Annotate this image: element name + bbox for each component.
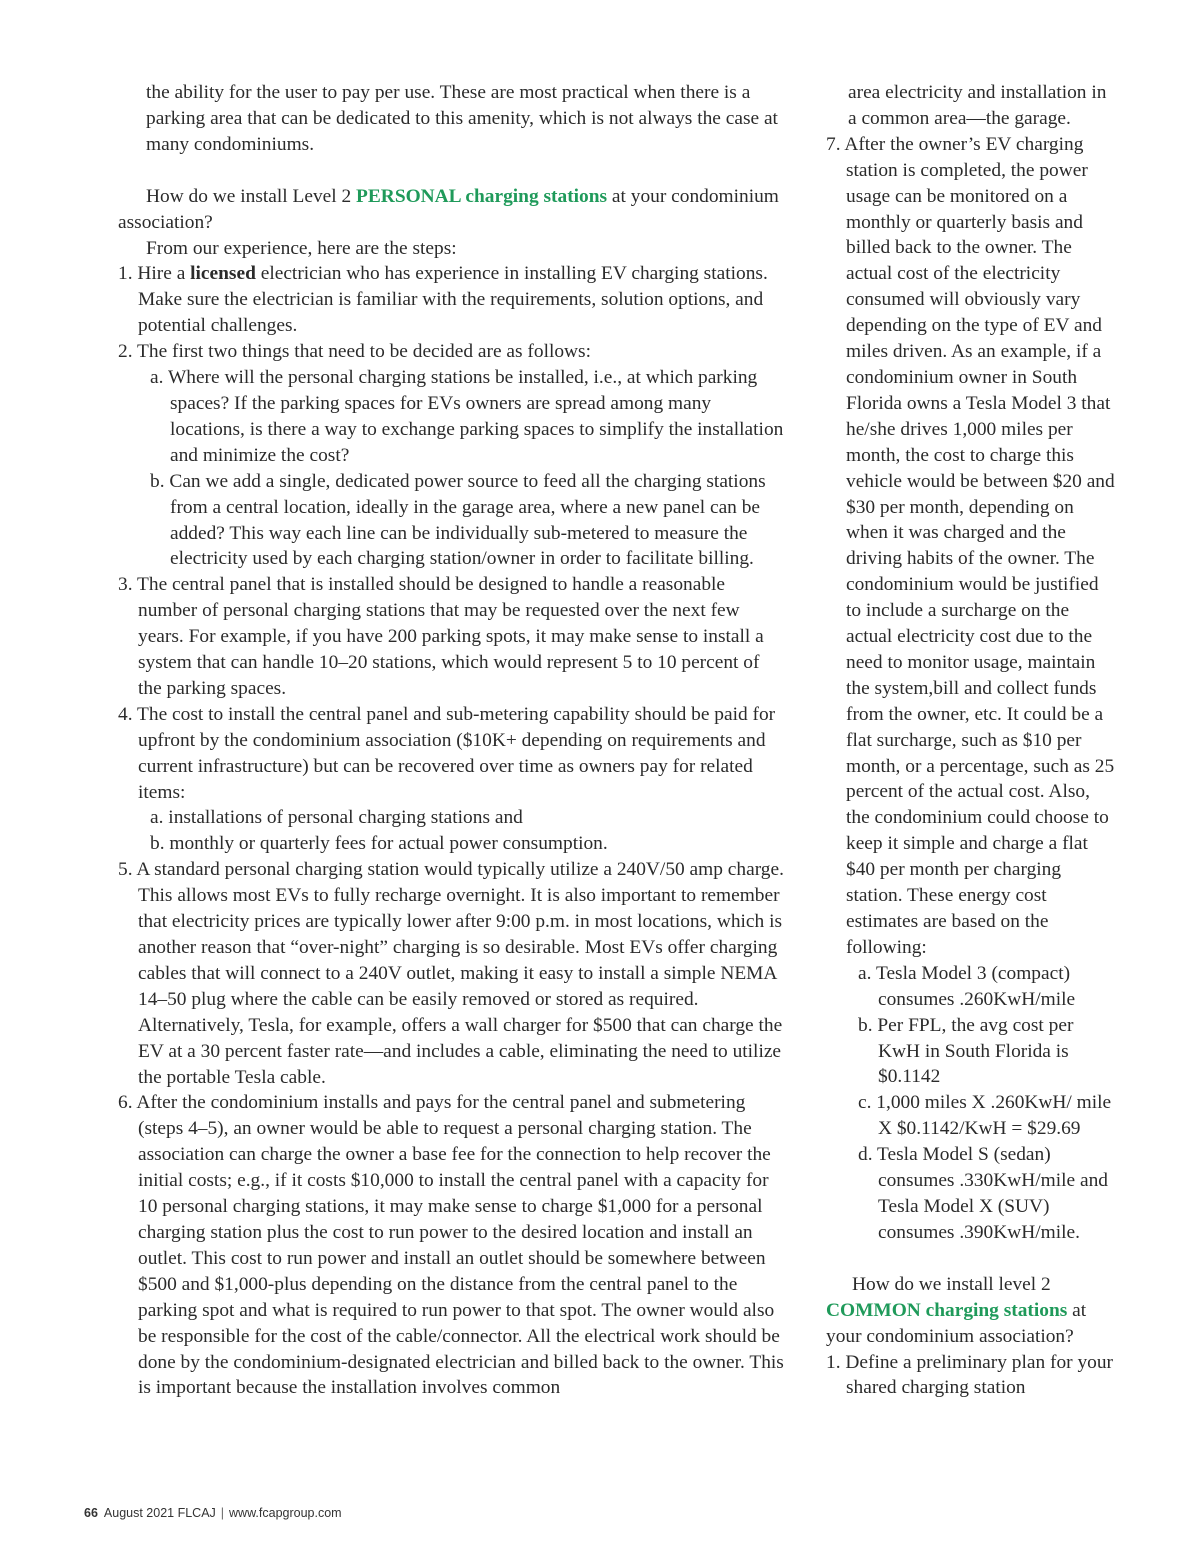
- step-1-post: electrician who has experience in installing EV charging stations. Make sure the electrician is familiar with the requirements, solution options, and potential challenges.: [138, 263, 768, 337]
- footer-separator: |: [220, 1506, 225, 1520]
- step-2: 2. The first two things that need to be decided are as follows:: [118, 341, 591, 363]
- step-3: 3. The central panel that is installed should be designed to handle a reasonable number of personal charging stations that may be requested over the next few years. For example, if you have 200 parking spots, it may make sense to install a system that can handle 10–20 stations, which would represent 5 to 10 percent of the parking spaces.: [118, 574, 764, 699]
- step-7d: d. Tesla Model S (sedan) consumes .330KwH/mile and Tesla Model X (SUV) consumes .390KwH/mile.: [858, 1144, 1108, 1243]
- step-7b: b. Per FPL, the avg cost per KwH in South Florida is $0.1142: [858, 1014, 1074, 1088]
- step-7c: c. 1,000 miles X .260KwH/ mile X $0.1142/KwH = $29.69: [858, 1092, 1112, 1140]
- step-4: 4. The cost to install the central panel and sub-metering capability should be paid for upfront by the condominium association ($10K+ depending on requirements and current infrastructure) but can be recovered over time as owners pay for related items:: [118, 703, 776, 803]
- step-7: 7. After the owner’s EV charging station is completed, the power usage can be monitored on a monthly or quarterly basis and billed back to the owner. The actual cost of the electricity consumed will obviously vary depending on the type of EV and miles driven. As an example, if a condominium owner in South Florida owns a Tesla Model 3 that he/she drives 1,000 miles per month, the cost to charge this vehicle would be between $20 and $30 per month, depending on when it was charged and the driving habits of the owner. The condominium would be justified to include a surcharge on the actual electricity cost due to the need to monitor usage, maintain the system,bill and collect funds from the owner, etc. It could be a flat surcharge, such as $10 per month, or a percentage, such as 25 percent of the actual cost. Also, the condominium could choose to keep it simple and charge a flat $40 per month per charging station. These energy cost estimates are based on the following:: [826, 133, 1115, 958]
- left-column: [118, 80, 786, 1401]
- step-4b: b. monthly or quarterly fees for actual power consumption.: [150, 833, 608, 855]
- step-7a: a. Tesla Model 3 (compact) consumes .260KwH/mile: [858, 962, 1076, 1010]
- step-4a: a. installations of personal charging stations and: [150, 807, 523, 829]
- common-charging-highlight: COMMON charging stations: [826, 1299, 1068, 1321]
- issue-label: August 2021 FLCAJ: [103, 1506, 216, 1520]
- page-number: 66: [84, 1506, 98, 1520]
- step-2a: a. Where will the personal charging stations be installed, i.e., at which parking spaces? If the parking spaces for EVs owners are spread among many locations, is there a way to exchange parking spaces to simplify the installation and minimize the cost?: [150, 367, 784, 466]
- question-common: [826, 1272, 1118, 1350]
- website-link[interactable]: www.fcapgroup.com: [229, 1506, 342, 1520]
- step-6: 6. After the condominium installs and pays for the central panel and submetering (steps 4–5), an owner would be able to request a personal charging station. The association can charge the owner a base fee for the connection to help recover the initial costs; e.g., if it costs $10,000 to install the central panel with a capacity for 10 personal charging stations, it may make sense to charge $1,000 for a personal charging station plus the cost to run power to the desired location and install an outlet. This cost to run power and install an outlet should be somewhere between $500 and $1,000-plus depending on the distance from the central panel to the parking spot and what is required to run power to that spot. The owner would also be responsible for the cost of the cable/connector. All the electrical work should be done by the condominium-designated electrician and billed back to the owner. This is important because the installation involves common: [118, 1092, 784, 1399]
- personal-charging-highlight: PERSONAL charging stations: [356, 185, 608, 207]
- question-personal: [118, 184, 786, 236]
- step-6-continuation: area electricity and installation in a common area—the garage.: [848, 82, 1107, 129]
- question-personal-post: at your condominium association?: [118, 185, 779, 233]
- page-footer: [84, 1506, 342, 1520]
- step-1-bold: licensed: [190, 263, 256, 285]
- steps-intro: From our experience, here are the steps:: [146, 237, 457, 259]
- step-2b: b. Can we add a single, dedicated power source to feed all the charging stations from a central location, ideally in the garage area, where a new panel can be added? This way each line can be individually sub-metered to measure the electricity used by each charging station/owner in order to facilitate billing.: [150, 470, 766, 570]
- intro-continuation: the ability for the user to pay per use. These are most practical when there is a parking area that can be dedicated to this amenity, which is not always the case at many condominiums.: [146, 82, 778, 155]
- question-personal-pre: How do we install Level 2: [146, 185, 357, 207]
- right-column: [826, 80, 1118, 1401]
- step-1-pre: 1. Hire a: [118, 263, 191, 285]
- step-1: [118, 261, 786, 339]
- common-step-1: 1. Define a preliminary plan for your shared charging station: [826, 1351, 1113, 1399]
- step-5: 5. A standard personal charging station would typically utilize a 240V/50 amp charge. This allows most EVs to fully recharge overnight. It is also important to remember that electricity prices are typically lower after 9:00 p.m. in most locations, which is another reason that “over-night” charging is so desirable. Most EVs offer charging cables that will connect to a 240V outlet, making it easy to install a simple NEMA 14–50 plug where the cable can be easily removed or stored as required. Alternatively, Tesla, for example, offers a wall charger for $500 that can charge the EV at a 30 percent faster rate—and includes a cable, eliminating the need to utilize the portable Tesla cable.: [118, 859, 784, 1088]
- question-common-post: at your condominium association?: [826, 1299, 1087, 1347]
- question-common-pre: How do we install level 2: [852, 1273, 1051, 1295]
